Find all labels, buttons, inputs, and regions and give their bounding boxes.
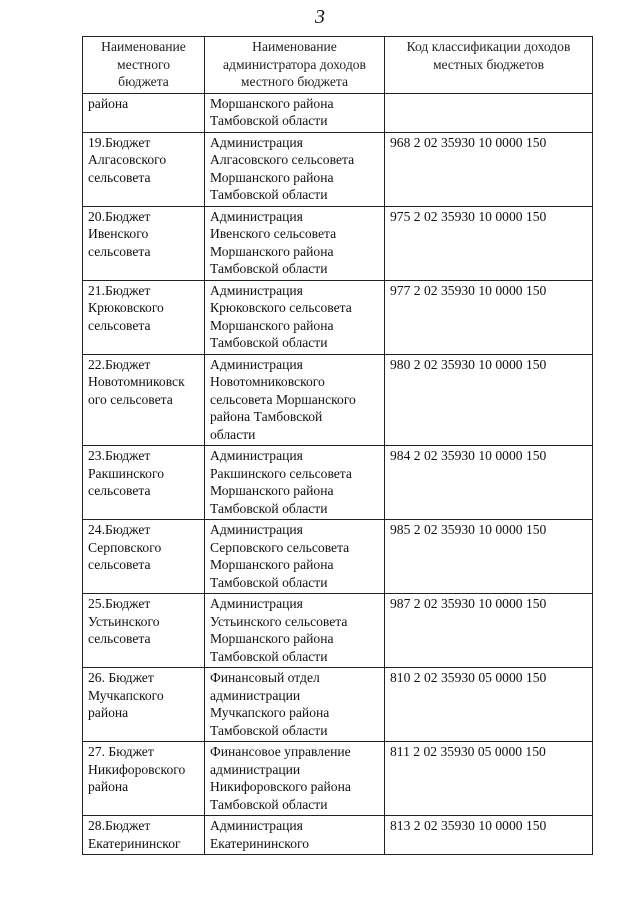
budget-cell: 22.Бюджет Новотомниковск ого сельсовета xyxy=(83,354,205,446)
table-row xyxy=(83,132,593,206)
code-cell: 985 2 02 35930 10 0000 150 xyxy=(385,520,593,594)
budget-cell: 19.Бюджет Алгасовского сельсовета xyxy=(83,132,205,206)
code-cell: 984 2 02 35930 10 0000 150 xyxy=(385,446,593,520)
budget-table xyxy=(82,36,593,855)
code-cell xyxy=(385,93,593,132)
table-row xyxy=(83,742,593,816)
table-row xyxy=(83,668,593,742)
administrator-cell: Администрация Ивенского сельсовета Моршанского района Тамбовской области xyxy=(205,206,385,280)
table-header-row xyxy=(83,37,593,94)
budget-cell: 24.Бюджет Серповского сельсовета xyxy=(83,520,205,594)
code-cell: 811 2 02 35930 05 0000 150 xyxy=(385,742,593,816)
code-cell: 977 2 02 35930 10 0000 150 xyxy=(385,280,593,354)
code-cell: 987 2 02 35930 10 0000 150 xyxy=(385,594,593,668)
code-cell: 810 2 02 35930 05 0000 150 xyxy=(385,668,593,742)
administrator-cell: Администрация Алгасовского сельсовета Моршанского района Тамбовской области xyxy=(205,132,385,206)
code-cell: 968 2 02 35930 10 0000 150 xyxy=(385,132,593,206)
page-number: 3 xyxy=(315,6,325,28)
table-row xyxy=(83,93,593,132)
administrator-cell: Администрация Серповского сельсовета Моршанского района Тамбовской области xyxy=(205,520,385,594)
administrator-cell: Администрация Екатерининского xyxy=(205,816,385,855)
administrator-cell: Администрация Ракшинского сельсовета Моршанского района Тамбовской области xyxy=(205,446,385,520)
administrator-cell: Финансовый отдел администрации Мучкапского района Тамбовской области xyxy=(205,668,385,742)
header-classification-code: Код классификации доходов местных бюджетов xyxy=(385,37,593,94)
table-row xyxy=(83,280,593,354)
administrator-cell: Администрация Устьинского сельсовета Моршанского района Тамбовской области xyxy=(205,594,385,668)
administrator-cell: Администрация Крюковского сельсовета Моршанского района Тамбовской области xyxy=(205,280,385,354)
administrator-cell: Администрация Новотомниковского сельсовета Моршанского района Тамбовской области xyxy=(205,354,385,446)
budget-cell: 21.Бюджет Крюковского сельсовета xyxy=(83,280,205,354)
header-budget-name: Наименование местного бюджета xyxy=(83,37,205,94)
table-row xyxy=(83,446,593,520)
header-administrator-name: Наименование администратора доходов местного бюджета xyxy=(205,37,385,94)
budget-cell: 25.Бюджет Устьинского сельсовета xyxy=(83,594,205,668)
table-row xyxy=(83,594,593,668)
administrator-cell: Моршанского района Тамбовской области xyxy=(205,93,385,132)
code-cell: 975 2 02 35930 10 0000 150 xyxy=(385,206,593,280)
table-row xyxy=(83,520,593,594)
budget-cell: района xyxy=(83,93,205,132)
table-row xyxy=(83,206,593,280)
code-cell: 813 2 02 35930 10 0000 150 xyxy=(385,816,593,855)
table-row xyxy=(83,354,593,446)
budget-cell: 26. Бюджет Мучкапского района xyxy=(83,668,205,742)
code-cell: 980 2 02 35930 10 0000 150 xyxy=(385,354,593,446)
table-row xyxy=(83,816,593,855)
budget-cell: 23.Бюджет Ракшинского сельсовета xyxy=(83,446,205,520)
budget-cell: 28.Бюджет Екатерининског xyxy=(83,816,205,855)
administrator-cell: Финансовое управление администрации Никифоровского района Тамбовской области xyxy=(205,742,385,816)
budget-cell: 20.Бюджет Ивенского сельсовета xyxy=(83,206,205,280)
budget-cell: 27. Бюджет Никифоровского района xyxy=(83,742,205,816)
